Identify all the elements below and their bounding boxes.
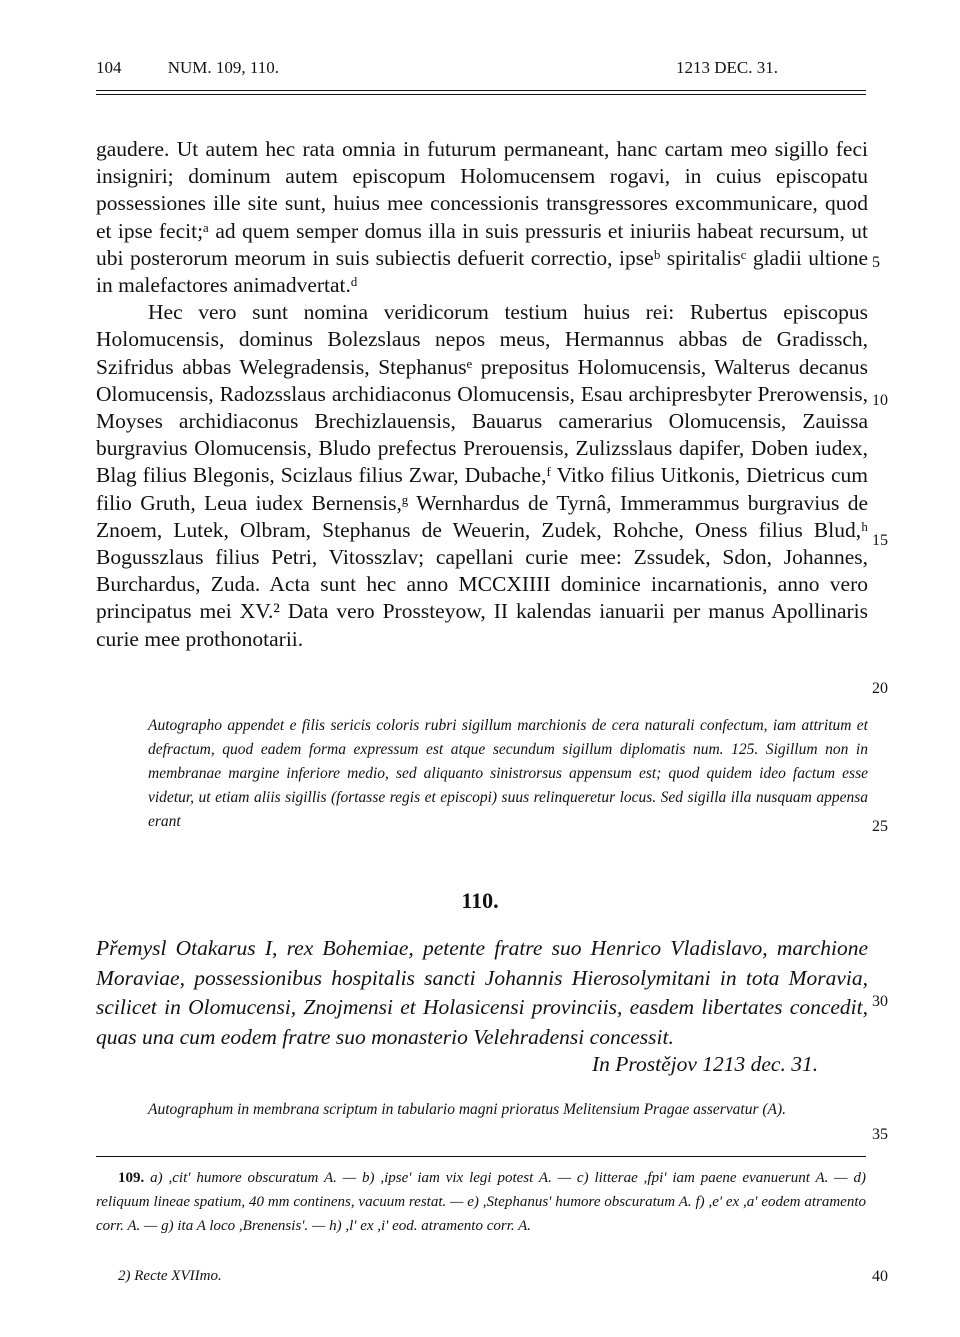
- document-reference: NUM. 109, 110.: [167, 58, 280, 77]
- line-number: 20: [872, 680, 888, 697]
- line-number: 5: [872, 254, 880, 271]
- running-header-left: [96, 58, 279, 78]
- header-rule: [96, 90, 866, 91]
- line-number: 40: [872, 1268, 888, 1285]
- regest-summary: Přemysl Otakarus I, rex Bohemiae, petente fratre suo Henrico Vladislavo, marchione Moraviae, possessionibus hospitalis sancti Johannis Hierosolymitani in tota Moravia, scilicet in Olomucensi, Znojmensi et Holasicensi provinciis, easdem libertates concedit, quas una cum eodem fratre suo monasterio Velehradensi concessit.: [96, 936, 868, 1049]
- footnote-explanatory: 2) Recte XVIImo.: [118, 1268, 222, 1284]
- footnote-rule: [96, 1156, 866, 1157]
- charter-paragraph: gaudere. Ut autem hec rata omnia in futurum permaneant, hanc cartam meo sigillo feci insigniri; dominum autem episcopum Holomucensem rogavi, in cuius episcopatu possessiones ille site sunt, huius mee concessionis transgressores excommunicare, quod et ipse fecit;ᵃ ad quem semper domus illa in suis pressuris et iniuriis habeat recursum, ut ubi posterorum meorum in suis subiectis defuerit correctio, ipseᵇ spiritalisᶜ gladii ultione in malefactores animadvertat.ᵈ: [96, 137, 868, 298]
- page-number: 104: [96, 58, 122, 77]
- footnote-text: a) ,cit' humore obscuratum A. — b) ,ipse' iam vix legi potest A. — c) litterae ,fpi' iam paene evanuerunt A. — d) reliquum lineae spatium, 40 mm continens, vacuum restat. — e) ,Stephanus' humore obscuratum A. f) ,e' ex ,a' eodem atramento corr. A. — g) ita A loco ,Brenensis'. — h) ,l' ex ,i' eod. atramento corr. A.: [96, 1170, 867, 1234]
- running-header-date: 1213 DEC. 31.: [676, 58, 778, 77]
- witness-list-paragraph: Hec vero sunt nomina veridicorum testium huius rei: Rubertus episcopus Holomucensis, dominus Bolezslaus nepos meus, Hermannus abbas de Gradissch, Szifridus abbas Welegradensis, Stephanusᵉ prepositus Holomucensis, Walterus decanus Olomucensis, Radozsslaus archidiaconus Olomucensis, Esau archipresbyter Prerowensis, Moyses archidiaconus Brechizlauensis, Bauarus camerarius Olomucensis, Zauissa burgravius Olomucensis, Bludo prefectus Prerouensis, Zulizsslaus dapifer, Doben iudex, Blag filius Blegonis, Scizlaus filius Zwar, Dubache,ᶠ Vitko filius Uitkonis, Dietricus cum filio Gruth, Leua iudex Bernensis,ᵍ Wernhardus de Tyrnâ, Immerammus burgravius de Znoem, Lutek, Olbram, Stephanus de Weuerin, Zudek, Rohche, Oness filius Blud,ʰ Bogusszlaus filius Petri, Vitosszlav; capellani curie mee: Zssudek, Sdon, Johannes, Burchardus, Zuda. Acta sunt hec anno MCCXIIII dominice incarnationis, anno vero principatus mei XV.² Data vero Prossteyow, II kalendas ianuarii per manus Apollinaris curie mee prothonotarii.: [96, 300, 868, 651]
- seal-description-note: Autographo appendet e filis sericis coloris rubri sigillum marchionis de cera naturali confectum, iam attritum et defractum, quod eadem forma expressum est atque secundum sigillum diplomatis num. 125. Sigillum non in membranae margine inferiore medio, sed aliquanto sinistrorsus appensum est; quod quidem ideo factum esse videtur, ut etiam aliis sigillis (fortasse regis et episcopi) suus relinqueretur locus. Sed sigilla illa nusquam appensa erant: [148, 717, 868, 830]
- document-number-heading: 110.: [461, 888, 499, 913]
- header-rule-secondary: [96, 94, 866, 95]
- footnote-document-number: 109.: [118, 1170, 145, 1186]
- line-number: 10: [872, 392, 888, 409]
- line-number: 35: [872, 1126, 888, 1143]
- line-number: 15: [872, 532, 888, 549]
- line-number: 25: [872, 818, 888, 835]
- line-number: 30: [872, 993, 888, 1010]
- regest-place-date: In Prostějov 1213 dec. 31.: [592, 1052, 819, 1076]
- critical-apparatus: [96, 1166, 866, 1238]
- charter-text: [96, 136, 868, 653]
- archive-note: Autographum in membrana scriptum in tabulario magni prioratus Melitensium Pragae asservatur (A).: [148, 1101, 787, 1118]
